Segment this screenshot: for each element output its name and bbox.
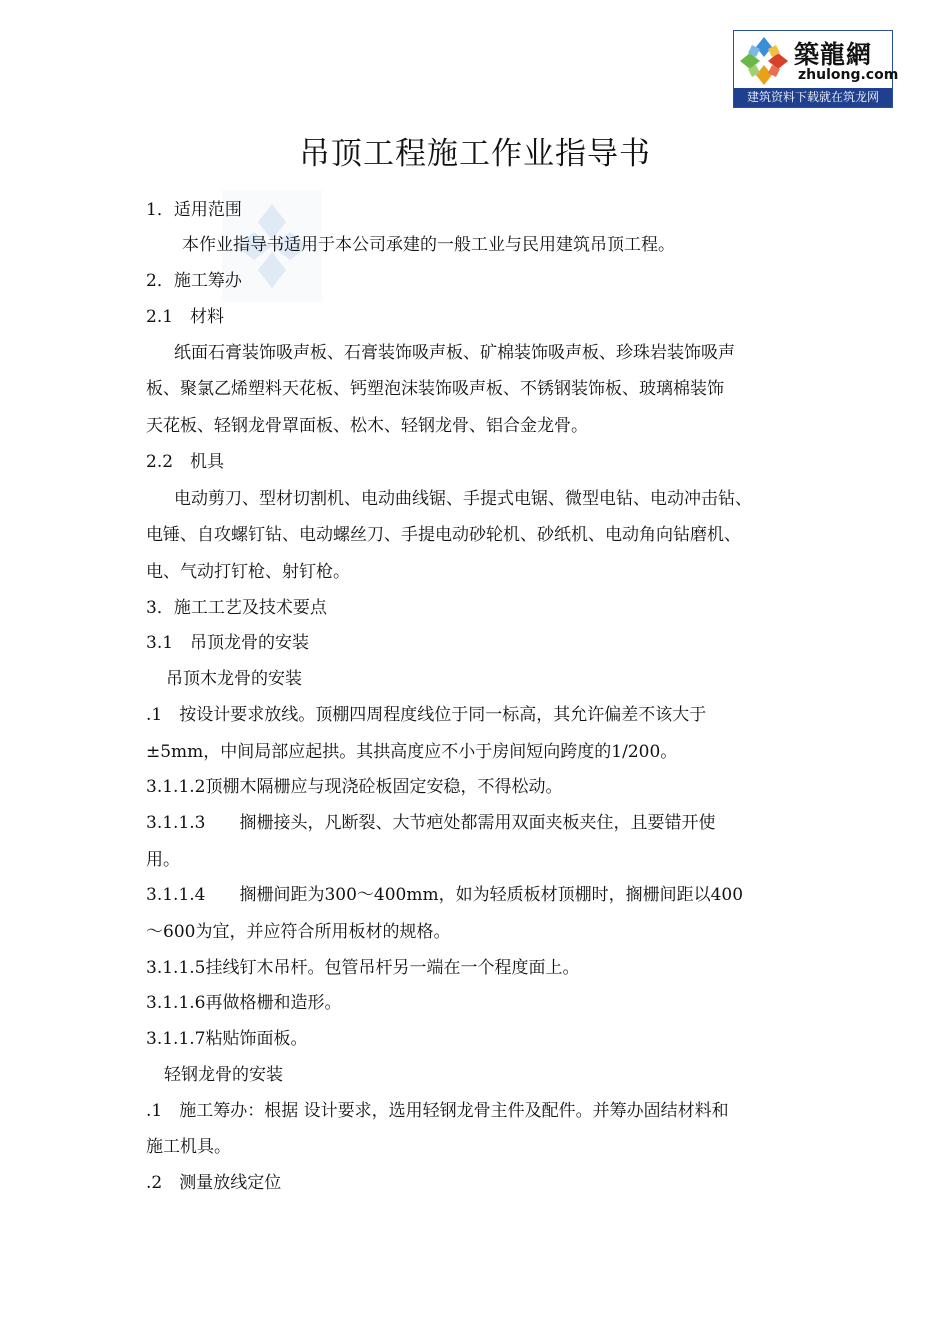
- subsection-heading: 3.1 吊顶龙骨的安装: [146, 633, 310, 653]
- logo-slogan: 建筑资料下载就在筑龙网: [734, 88, 892, 107]
- section-heading: 1．适用范围: [146, 200, 242, 220]
- logo-url: zhulong.com: [798, 67, 899, 83]
- paragraph-line: 用。: [146, 850, 180, 870]
- paragraph-line: 电、气动打钉枪、射钉枪。: [146, 562, 350, 582]
- paragraph-line: .2 测量放线定位: [146, 1173, 282, 1193]
- item-heading: 吊顶木龙骨的安装: [166, 669, 302, 689]
- section-heading: 3．施工工艺及技术要点: [146, 598, 327, 618]
- paragraph-line: 板、聚氯乙烯塑料天花板、钙塑泡沫装饰吸声板、不锈钢装饰板、玻璃棉装饰: [146, 379, 724, 399]
- item-heading: 轻钢龙骨的安装: [164, 1065, 283, 1085]
- paragraph-line: 3.1.1.4 搁栅间距为300～400mm，如为轻质板材顶棚时，搁栅间距以400: [146, 885, 744, 905]
- logo-name: 築龍網: [794, 40, 873, 69]
- paragraph-line: 纸面石膏装饰吸声板、石膏装饰吸声板、矿棉装饰吸声板、珍珠岩装饰吸声: [174, 343, 735, 363]
- logo-top: [734, 31, 899, 89]
- paragraph-line: 本作业指导书适用于本公司承建的一般工业与民用建筑吊顶工程。: [182, 235, 675, 255]
- paragraph-line: ±5mm，中间局部应起拱。其拱高度应不小于房间短向跨度的1/200。: [146, 742, 678, 762]
- paragraph-line: 3.1.1.2顶棚木隔栅应与现浇砼板固定安稳，不得松动。: [146, 777, 563, 797]
- paragraph-line: 施工机具。: [146, 1137, 231, 1157]
- paragraph-line: 3.1.1.3 搁栅接头，凡断裂、大节疤处都需用双面夹板夹住，且要错开使: [146, 813, 716, 833]
- document-title: 吊顶工程施工作业指导书: [299, 136, 651, 172]
- paragraph-line: .1 施工筹办：根据 设计要求，选用轻钢龙骨主件及配件。并筹办固结材料和: [146, 1101, 729, 1121]
- subsection-heading: 2.1 材料: [146, 307, 225, 327]
- paragraph-line: 3.1.1.6再做格栅和造形。: [146, 993, 342, 1013]
- logo-mark-icon: [738, 35, 790, 87]
- site-logo: [733, 30, 899, 108]
- paragraph-line: 3.1.1.7粘贴饰面板。: [146, 1029, 308, 1049]
- paragraph-line: 电锤、自攻螺钉钻、电动螺丝刀、手提电动砂轮机、砂纸机、电动角向钻磨机、: [146, 525, 741, 545]
- paragraph-line: 3.1.1.5挂线钉木吊杆。包管吊杆另一端在一个程度面上。: [146, 958, 580, 978]
- paragraph-line: ～600为宜，并应符合所用板材的规格。: [146, 922, 451, 942]
- paragraph-line: 电动剪刀、型材切割机、电动曲线锯、手提式电锯、微型电钻、电动冲击钻、: [174, 489, 752, 509]
- subsection-heading: 2.2 机具: [146, 452, 225, 472]
- paragraph-line: .1 按设计要求放线。顶棚四周程度线位于同一标高，其允许偏差不该大于: [146, 705, 707, 725]
- paragraph-line: 天花板、轻钢龙骨罩面板、松木、轻钢龙骨、铝合金龙骨。: [146, 416, 588, 436]
- section-heading: 2．施工筹办: [146, 271, 242, 291]
